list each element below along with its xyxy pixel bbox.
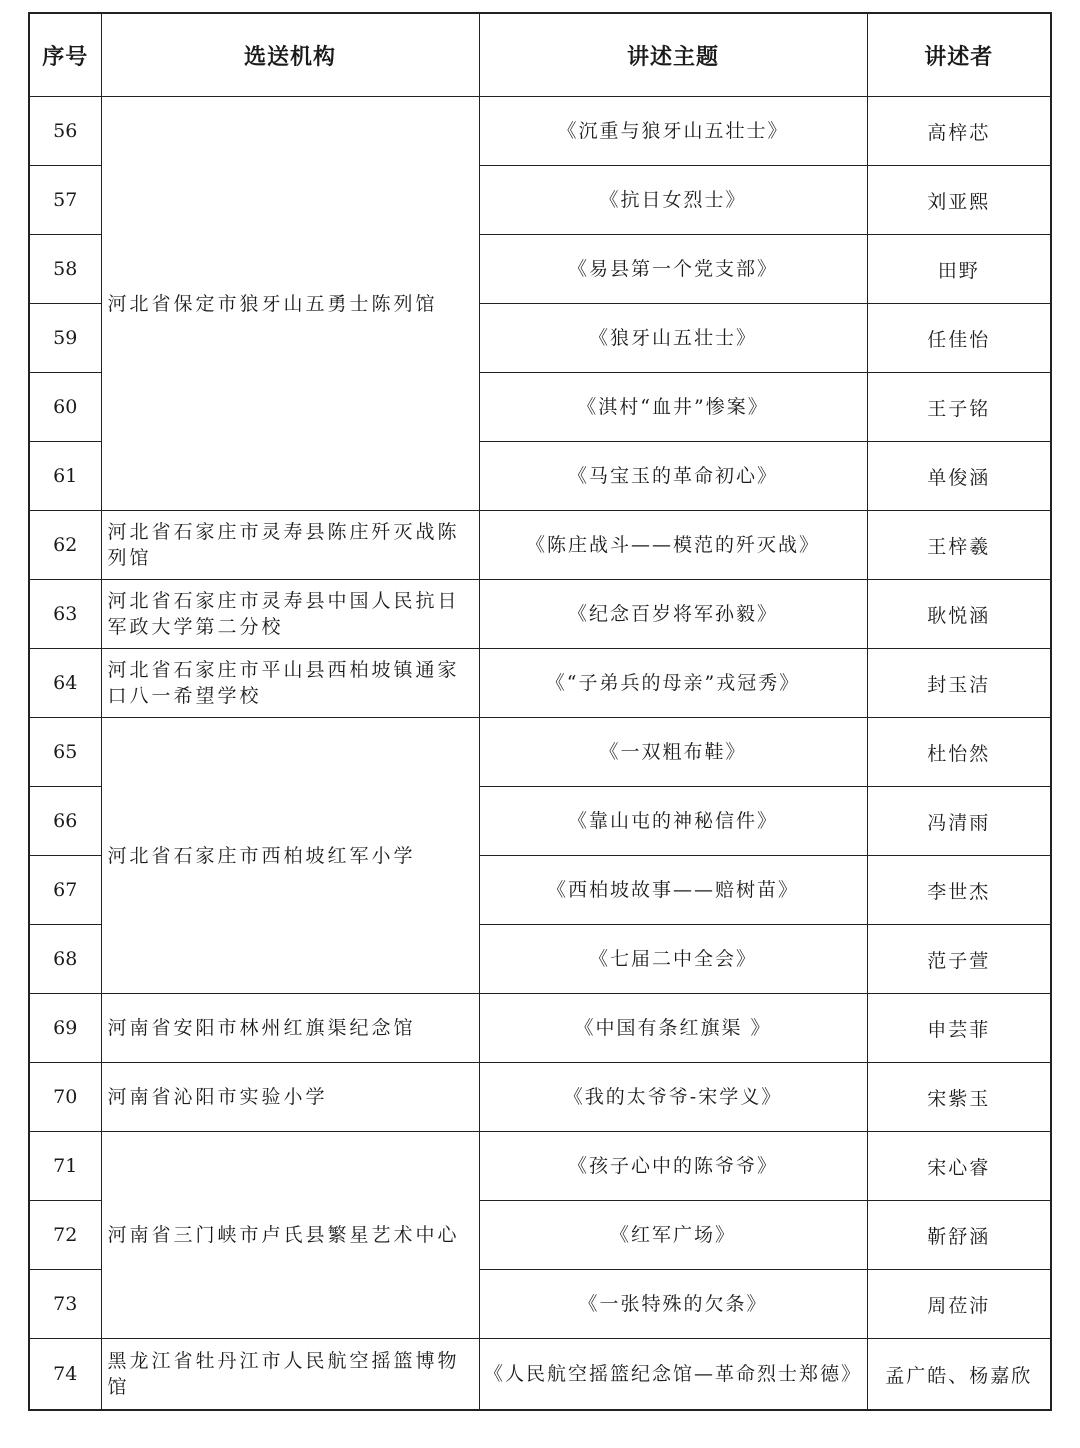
row-org: 河北省石家庄市灵寿县中国人民抗日军政大学第二分校 [101, 580, 479, 649]
header-speaker: 讲述者 [867, 13, 1051, 97]
row-speaker: 杜怡然 [867, 718, 1051, 787]
row-org: 河北省石家庄市西柏坡红军小学 [101, 718, 479, 994]
row-speaker: 范子萱 [867, 925, 1051, 994]
row-org: 河南省沁阳市实验小学 [101, 1063, 479, 1132]
row-topic: 《七届二中全会》 [479, 925, 867, 994]
header-index: 序号 [29, 13, 101, 97]
row-index: 71 [29, 1132, 101, 1201]
row-topic: 《陈庄战斗——模范的歼灭战》 [479, 511, 867, 580]
row-index: 67 [29, 856, 101, 925]
table-row [29, 1132, 1051, 1201]
row-index: 57 [29, 166, 101, 235]
row-index: 68 [29, 925, 101, 994]
row-topic: 《一双粗布鞋》 [479, 718, 867, 787]
row-index: 73 [29, 1270, 101, 1339]
row-topic: 《“子弟兵的母亲”戎冠秀》 [479, 649, 867, 718]
row-speaker: 高梓芯 [867, 97, 1051, 166]
row-topic: 《西柏坡故事——赔树苗》 [479, 856, 867, 925]
table-row [29, 580, 1051, 649]
header-row [29, 13, 1051, 97]
row-speaker: 任佳怡 [867, 304, 1051, 373]
row-topic: 《抗日女烈士》 [479, 166, 867, 235]
table-row [29, 994, 1051, 1063]
row-topic: 《中国有条红旗渠 》 [479, 994, 867, 1063]
row-index: 56 [29, 97, 101, 166]
row-index: 69 [29, 994, 101, 1063]
row-org: 河南省安阳市林州红旗渠纪念馆 [101, 994, 479, 1063]
row-org: 河北省石家庄市平山县西柏坡镇通家口八一希望学校 [101, 649, 479, 718]
row-speaker: 王梓羲 [867, 511, 1051, 580]
table-row [29, 1339, 1051, 1411]
speaker-list-table [28, 12, 1052, 1411]
row-speaker: 申芸菲 [867, 994, 1051, 1063]
row-speaker: 单俊涵 [867, 442, 1051, 511]
row-org: 河北省保定市狼牙山五勇士陈列馆 [101, 97, 479, 511]
row-topic: 《靠山屯的神秘信件》 [479, 787, 867, 856]
table-row [29, 97, 1051, 166]
row-topic: 《我的太爷爷-宋学义》 [479, 1063, 867, 1132]
row-speaker: 周莅沛 [867, 1270, 1051, 1339]
row-index: 72 [29, 1201, 101, 1270]
row-index: 61 [29, 442, 101, 511]
table-row [29, 1063, 1051, 1132]
table-row [29, 511, 1051, 580]
row-speaker: 耿悦涵 [867, 580, 1051, 649]
row-topic: 《红军广场》 [479, 1201, 867, 1270]
row-topic: 《淇村“血井”惨案》 [479, 373, 867, 442]
row-org: 黑龙江省牡丹江市人民航空摇篮博物馆 [101, 1339, 479, 1411]
row-index: 70 [29, 1063, 101, 1132]
row-topic: 《马宝玉的革命初心》 [479, 442, 867, 511]
row-index: 64 [29, 649, 101, 718]
row-index: 65 [29, 718, 101, 787]
row-speaker: 王子铭 [867, 373, 1051, 442]
header-topic: 讲述主题 [479, 13, 867, 97]
row-index: 63 [29, 580, 101, 649]
row-org: 河北省石家庄市灵寿县陈庄歼灭战陈列馆 [101, 511, 479, 580]
row-topic: 《人民航空摇篮纪念馆—革命烈士郑德》 [479, 1339, 867, 1411]
document-page [28, 12, 1050, 1418]
row-topic: 《狼牙山五壮士》 [479, 304, 867, 373]
row-topic: 《孩子心中的陈爷爷》 [479, 1132, 867, 1201]
row-org: 河南省三门峡市卢氏县繁星艺术中心 [101, 1132, 479, 1339]
row-speaker: 宋心睿 [867, 1132, 1051, 1201]
row-index: 58 [29, 235, 101, 304]
row-speaker: 刘亚熙 [867, 166, 1051, 235]
row-topic: 《纪念百岁将军孙毅》 [479, 580, 867, 649]
row-topic: 《一张特殊的欠条》 [479, 1270, 867, 1339]
row-index: 74 [29, 1339, 101, 1411]
row-index: 59 [29, 304, 101, 373]
row-speaker: 孟广皓、杨嘉欣 [867, 1339, 1051, 1411]
row-speaker: 田野 [867, 235, 1051, 304]
row-speaker: 封玉洁 [867, 649, 1051, 718]
header-org: 选送机构 [101, 13, 479, 97]
row-topic: 《沉重与狼牙山五壮士》 [479, 97, 867, 166]
table-row [29, 649, 1051, 718]
row-index: 62 [29, 511, 101, 580]
row-speaker: 李世杰 [867, 856, 1051, 925]
row-speaker: 靳舒涵 [867, 1201, 1051, 1270]
row-index: 66 [29, 787, 101, 856]
row-speaker: 宋紫玉 [867, 1063, 1051, 1132]
row-topic: 《易县第一个党支部》 [479, 235, 867, 304]
row-index: 60 [29, 373, 101, 442]
row-speaker: 冯清雨 [867, 787, 1051, 856]
table-row [29, 718, 1051, 787]
